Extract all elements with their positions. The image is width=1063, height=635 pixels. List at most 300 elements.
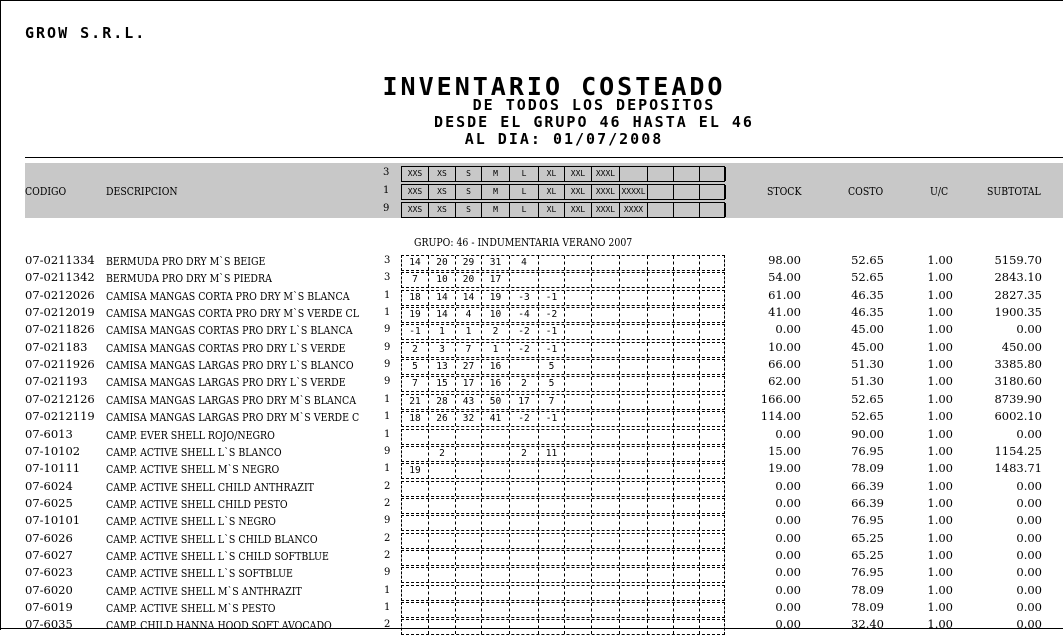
row-description: CAMISA MANGAS LARGAS PRO DRY M`S BLANCA <box>106 392 357 407</box>
row-quantity-cell <box>565 377 592 391</box>
row-quantity-cell <box>565 551 592 565</box>
row-quantity-grid <box>401 602 725 618</box>
row-quantity-cell <box>592 325 620 339</box>
row-uc: 1.00 <box>927 357 953 372</box>
row-quantity-cell <box>456 534 482 548</box>
row-quantity-cell <box>565 620 592 634</box>
row-quantity-cell <box>429 499 456 513</box>
row-cost: 46.35 <box>851 305 884 320</box>
row-quantity-cell <box>456 603 482 617</box>
row-quantity-cell <box>648 499 674 513</box>
row-uc: 1.00 <box>927 530 953 545</box>
row-subtotal: 0.00 <box>1016 565 1042 580</box>
row-quantity-cell <box>700 291 725 305</box>
row-quantity-cell <box>700 360 725 374</box>
row-quantity-cell <box>592 516 620 530</box>
row-description: BERMUDA PRO DRY M`S BEIGE <box>106 254 266 268</box>
row-code: 07-6024 <box>25 478 73 493</box>
row-cost: 51.30 <box>851 357 884 372</box>
size-header-cell <box>620 167 648 181</box>
row-quantity-cell <box>592 308 620 322</box>
col-header-codigo: CODIGO <box>25 185 67 198</box>
row-quantity-cell <box>620 534 648 548</box>
row-quantity-cell <box>620 586 648 600</box>
row-description: CAMP. ACTIVE SHELL L`S CHILD SOFTBLUE <box>106 548 329 563</box>
row-quantity-cell <box>592 551 620 565</box>
row-quantity-cell <box>402 430 429 444</box>
row-quantity-grid <box>401 498 725 514</box>
row-quantity-cell <box>620 516 648 530</box>
size-header-cell <box>700 167 726 181</box>
row-quantity-cell <box>539 273 565 287</box>
row-quantity-cell <box>674 395 700 409</box>
row-quantity-cell <box>539 464 565 478</box>
size-header-cell: L <box>510 203 539 217</box>
size-header-cell: M <box>482 203 510 217</box>
row-quantity-cell <box>539 551 565 565</box>
size-header-cell: XXXL <box>592 185 620 199</box>
row-uc: 1.00 <box>927 339 953 354</box>
row-quantity-cell <box>648 551 674 565</box>
row-stock: 41.00 <box>768 305 801 320</box>
row-quantity-cell <box>565 499 592 513</box>
row-quantity-cell <box>510 620 539 634</box>
row-cost: 32.40 <box>851 617 884 632</box>
row-subtotal: 1483.71 <box>994 461 1042 476</box>
row-quantity-cell: 26 <box>429 412 456 426</box>
row-quantity-cell <box>510 534 539 548</box>
row-quantity-cell: 17 <box>456 377 482 391</box>
row-quantity-cell: 19 <box>402 464 429 478</box>
row-quantity-cell <box>592 620 620 634</box>
row-stock: 66.00 <box>768 357 801 372</box>
row-quantity-cell <box>510 273 539 287</box>
row-quantity-cell <box>674 603 700 617</box>
row-quantity-cell <box>674 377 700 391</box>
row-quantity-cell <box>456 620 482 634</box>
row-uc: 1.00 <box>927 426 953 441</box>
row-cost: 76.95 <box>851 443 884 458</box>
row-uc: 1.00 <box>927 495 953 510</box>
row-stock: 98.00 <box>768 253 801 267</box>
row-quantity-cell: 31 <box>482 256 510 270</box>
row-quantity-grid <box>401 567 725 583</box>
row-subtotal: 3180.60 <box>994 374 1042 389</box>
size-header-cell: XXL <box>565 185 592 199</box>
row-subtotal: 0.00 <box>1016 495 1042 510</box>
row-quantity-cell <box>700 430 725 444</box>
row-quantity-cell <box>700 308 725 322</box>
row-quantity-cell <box>648 516 674 530</box>
row-quantity-cell <box>648 343 674 357</box>
row-quantity-cell <box>700 377 725 391</box>
row-quantity-cell: 17 <box>510 395 539 409</box>
row-quantity-cell <box>700 343 725 357</box>
row-quantity-cell: -1 <box>539 291 565 305</box>
row-code: 07-10111 <box>25 461 81 476</box>
row-quantity-cell: 21 <box>402 395 429 409</box>
row-quantity-cell <box>539 430 565 444</box>
row-cost: 46.35 <box>851 287 884 302</box>
row-quantity-cell <box>648 430 674 444</box>
row-quantity-cell <box>700 395 725 409</box>
row-size-prefix: 1 <box>384 463 391 475</box>
row-quantity-cell <box>510 482 539 496</box>
row-code: 07-6023 <box>25 565 73 580</box>
row-quantity-cell <box>402 551 429 565</box>
row-subtotal: 2827.35 <box>994 287 1042 302</box>
row-subtotal: 5159.70 <box>994 253 1042 267</box>
row-quantity-cell: 7 <box>539 395 565 409</box>
row-quantity-grid <box>401 342 725 358</box>
row-quantity-cell <box>674 551 700 565</box>
row-quantity-cell <box>482 447 510 461</box>
row-quantity-cell <box>565 586 592 600</box>
row-size-prefix: 9 <box>384 445 391 457</box>
row-subtotal: 0.00 <box>1016 547 1042 562</box>
row-quantity-cell <box>510 499 539 513</box>
row-code: 07-6013 <box>25 426 73 441</box>
size-header-cell: XL <box>539 167 565 181</box>
row-quantity-cell: 14 <box>402 256 429 270</box>
row-quantity-cell <box>482 586 510 600</box>
row-size-prefix: 1 <box>384 411 391 423</box>
row-quantity-cell <box>620 430 648 444</box>
row-description: CAMISA MANGAS CORTA PRO DRY M`S BLANCA <box>106 288 350 303</box>
row-quantity-cell <box>565 256 592 270</box>
row-stock: 0.00 <box>775 322 801 337</box>
row-quantity-cell: 27 <box>456 360 482 374</box>
row-quantity-cell <box>429 620 456 634</box>
row-description: CAMP. ACTIVE SHELL M`S ANTHRAZIT <box>106 583 302 598</box>
row-cost: 45.00 <box>851 322 884 337</box>
size-header-cell: XXL <box>565 203 592 217</box>
row-quantity-cell <box>482 551 510 565</box>
row-quantity-cell <box>674 586 700 600</box>
row-quantity-cell <box>429 464 456 478</box>
row-stock: 0.00 <box>775 513 801 528</box>
row-cost: 65.25 <box>851 547 884 562</box>
row-code: 07-021193 <box>25 374 88 389</box>
row-quantity-cell <box>620 568 648 582</box>
row-quantity-cell <box>648 395 674 409</box>
row-uc: 1.00 <box>927 600 953 614</box>
row-description: CAMISA MANGAS LARGAS PRO DRY L`S VERDE <box>106 375 346 390</box>
row-description: CAMP. ACTIVE SHELL M`S PESTO <box>106 601 276 615</box>
row-quantity-cell <box>482 516 510 530</box>
row-quantity-cell <box>482 568 510 582</box>
row-cost: 76.95 <box>851 513 884 528</box>
row-quantity-cell <box>456 499 482 513</box>
row-description: CAMISA MANGAS CORTAS PRO DRY L`S VERDE <box>106 340 346 355</box>
size-header-cell <box>648 203 674 217</box>
row-subtotal: 0.00 <box>1016 530 1042 545</box>
row-quantity-cell <box>456 430 482 444</box>
row-quantity-cell <box>592 412 620 426</box>
row-size-prefix: 3 <box>384 272 391 284</box>
row-size-prefix: 2 <box>384 549 391 561</box>
row-code: 07-6020 <box>25 582 73 597</box>
row-cost: 52.65 <box>851 391 884 406</box>
row-quantity-cell: 3 <box>429 343 456 357</box>
row-description: CAMP. EVER SHELL ROJO/NEGRO <box>106 427 275 442</box>
row-quantity-cell <box>402 620 429 634</box>
row-quantity-cell: 5 <box>539 377 565 391</box>
row-quantity-cell <box>620 395 648 409</box>
row-quantity-cell: 50 <box>482 395 510 409</box>
row-description: CAMISA MANGAS LARGAS PRO DRY M`S VERDE C <box>106 410 360 425</box>
row-quantity-cell <box>482 464 510 478</box>
row-uc: 1.00 <box>927 547 953 562</box>
row-quantity-cell: -2 <box>539 308 565 322</box>
col-header-subtotal: SUBTOTAL <box>987 185 1041 198</box>
row-quantity-grid <box>401 376 725 392</box>
row-subtotal: 0.00 <box>1016 513 1042 528</box>
row-quantity-cell: 7 <box>402 377 429 391</box>
row-quantity-cell <box>620 360 648 374</box>
row-uc: 1.00 <box>927 253 953 267</box>
row-quantity-cell <box>700 273 725 287</box>
row-quantity-cell <box>429 482 456 496</box>
row-quantity-cell <box>674 464 700 478</box>
row-quantity-cell: -2 <box>510 412 539 426</box>
row-code: 07-0211334 <box>25 253 95 267</box>
row-quantity-cell <box>674 256 700 270</box>
row-quantity-cell <box>592 586 620 600</box>
row-quantity-cell <box>592 377 620 391</box>
row-quantity-cell: 28 <box>429 395 456 409</box>
row-quantity-grid <box>401 515 725 531</box>
row-quantity-cell <box>539 534 565 548</box>
row-quantity-cell <box>592 360 620 374</box>
row-quantity-cell: 18 <box>402 412 429 426</box>
row-subtotal: 2843.10 <box>994 270 1042 285</box>
row-uc: 1.00 <box>927 513 953 528</box>
size-header-cell <box>674 167 700 181</box>
row-quantity-cell <box>700 534 725 548</box>
row-code: 07-0211926 <box>25 357 95 372</box>
row-quantity-cell <box>565 447 592 461</box>
row-code: 07-6019 <box>25 600 73 614</box>
row-quantity-cell <box>592 447 620 461</box>
row-cost: 78.09 <box>851 582 884 597</box>
row-quantity-cell: 4 <box>510 256 539 270</box>
row-quantity-cell <box>565 308 592 322</box>
row-quantity-grid <box>401 550 725 566</box>
row-cost: 66.39 <box>851 495 884 510</box>
row-size-prefix: 9 <box>384 515 391 527</box>
row-quantity-cell <box>648 360 674 374</box>
row-size-prefix: 2 <box>384 619 391 631</box>
row-stock: 0.00 <box>775 530 801 545</box>
row-quantity-grid <box>401 272 725 288</box>
row-cost: 90.00 <box>851 426 884 441</box>
size-header-cell: S <box>456 203 482 217</box>
row-quantity-cell <box>620 447 648 461</box>
row-quantity-cell <box>539 256 565 270</box>
row-code: 07-10101 <box>25 513 81 528</box>
size-row-prefix: 9 <box>383 203 390 214</box>
row-quantity-cell <box>565 325 592 339</box>
row-code: 07-021183 <box>25 339 88 354</box>
row-quantity-cell: -1 <box>402 325 429 339</box>
row-size-prefix: 9 <box>384 567 391 579</box>
row-description: CAMISA MANGAS CORTAS PRO DRY L`S BLANCA <box>106 323 353 338</box>
row-quantity-cell <box>482 499 510 513</box>
row-subtotal: 0.00 <box>1016 582 1042 597</box>
row-quantity-cell <box>674 620 700 634</box>
row-subtotal: 0.00 <box>1016 478 1042 493</box>
row-uc: 1.00 <box>927 287 953 302</box>
row-description: CAMP. ACTIVE SHELL L`S CHILD BLANCO <box>106 531 318 546</box>
row-quantity-cell <box>456 482 482 496</box>
row-code: 07-6025 <box>25 495 73 510</box>
row-stock: 0.00 <box>775 600 801 614</box>
row-quantity-cell: -1 <box>539 343 565 357</box>
row-quantity-cell <box>456 586 482 600</box>
size-header-cell <box>648 167 674 181</box>
row-quantity-cell <box>620 273 648 287</box>
row-quantity-cell: 14 <box>429 308 456 322</box>
row-quantity-cell: 11 <box>539 447 565 461</box>
row-quantity-cell <box>592 343 620 357</box>
row-quantity-cell: -1 <box>539 412 565 426</box>
row-stock: 62.00 <box>768 374 801 389</box>
row-description: CAMP. ACTIVE SHELL CHILD PESTO <box>106 496 288 511</box>
size-header-cell: XXS <box>402 203 429 217</box>
row-quantity-cell <box>402 482 429 496</box>
row-quantity-grid <box>401 307 725 323</box>
row-quantity-cell: 18 <box>402 291 429 305</box>
row-uc: 1.00 <box>927 270 953 285</box>
row-quantity-cell <box>592 464 620 478</box>
row-quantity-cell <box>674 482 700 496</box>
row-uc: 1.00 <box>927 391 953 406</box>
size-header-row <box>401 202 725 218</box>
row-description: CAMISA MANGAS CORTA PRO DRY M`S VERDE CL <box>106 306 359 321</box>
row-quantity-cell <box>648 447 674 461</box>
row-cost: 65.25 <box>851 530 884 545</box>
row-quantity-cell <box>648 308 674 322</box>
row-code: 07-6027 <box>25 547 73 562</box>
row-subtotal: 1900.35 <box>994 305 1042 320</box>
row-quantity-cell <box>592 499 620 513</box>
row-quantity-cell <box>620 551 648 565</box>
row-stock: 0.00 <box>775 426 801 441</box>
row-subtotal: 1154.25 <box>994 443 1042 458</box>
row-quantity-cell <box>482 534 510 548</box>
row-quantity-grid <box>401 585 725 601</box>
row-cost: 51.30 <box>851 374 884 389</box>
size-header-cell: M <box>482 185 510 199</box>
col-header-stock: STOCK <box>767 185 802 198</box>
row-quantity-cell <box>648 256 674 270</box>
size-header-cell <box>674 185 700 199</box>
row-quantity-cell <box>592 568 620 582</box>
row-quantity-cell <box>539 482 565 496</box>
row-quantity-cell <box>402 499 429 513</box>
row-description: CAMP. ACTIVE SHELL L`S NEGRO <box>106 514 276 529</box>
row-cost: 66.39 <box>851 478 884 493</box>
row-subtotal: 0.00 <box>1016 322 1042 337</box>
size-header-cell: XXS <box>402 185 429 199</box>
row-quantity-cell <box>592 482 620 496</box>
size-header-cell <box>674 203 700 217</box>
size-header-grid <box>401 166 725 218</box>
row-size-prefix: 1 <box>384 289 391 301</box>
row-quantity-cell <box>429 603 456 617</box>
row-quantity-cell <box>648 377 674 391</box>
row-quantity-grid <box>401 324 725 340</box>
row-quantity-cell: -2 <box>510 325 539 339</box>
row-stock: 54.00 <box>768 270 801 285</box>
row-cost: 52.65 <box>851 270 884 285</box>
row-quantity-cell <box>539 568 565 582</box>
row-quantity-cell <box>592 273 620 287</box>
row-quantity-cell <box>456 464 482 478</box>
row-quantity-cell: -2 <box>510 343 539 357</box>
row-subtotal: 0.00 <box>1016 426 1042 441</box>
row-quantity-cell <box>674 412 700 426</box>
row-quantity-cell <box>429 586 456 600</box>
row-quantity-cell: 17 <box>482 273 510 287</box>
row-quantity-cell: 5 <box>539 360 565 374</box>
row-quantity-cell <box>565 534 592 548</box>
size-header-cell: XS <box>429 203 456 217</box>
row-quantity-cell <box>565 516 592 530</box>
row-quantity-cell <box>620 291 648 305</box>
row-code: 07-6035 <box>25 617 73 632</box>
size-header-cell: M <box>482 167 510 181</box>
row-quantity-cell <box>674 568 700 582</box>
row-uc: 1.00 <box>927 409 953 424</box>
row-quantity-cell <box>620 482 648 496</box>
row-description: CAMP. ACTIVE SHELL L`S BLANCO <box>106 444 282 459</box>
row-size-prefix: 2 <box>384 532 391 544</box>
row-quantity-cell: 10 <box>429 273 456 287</box>
report-date: AL DIA: 01/07/2008 <box>464 130 664 148</box>
row-quantity-cell <box>565 395 592 409</box>
row-quantity-cell <box>565 273 592 287</box>
row-quantity-cell <box>620 308 648 322</box>
row-cost: 78.09 <box>851 600 884 614</box>
row-uc: 1.00 <box>927 322 953 337</box>
row-quantity-cell <box>700 256 725 270</box>
row-uc: 1.00 <box>927 565 953 580</box>
row-cost: 78.09 <box>851 461 884 476</box>
row-description: CAMISA MANGAS LARGAS PRO DRY L`S BLANCO <box>106 358 354 373</box>
row-stock: 0.00 <box>775 547 801 562</box>
col-header-uc: U/C <box>930 185 949 198</box>
row-quantity-cell: 20 <box>456 273 482 287</box>
col-header-descripcion: DESCRIPCION <box>106 185 178 198</box>
row-quantity-cell: 15 <box>429 377 456 391</box>
row-quantity-cell: 1 <box>429 325 456 339</box>
size-header-cell: XL <box>539 203 565 217</box>
row-quantity-cell <box>592 603 620 617</box>
row-quantity-grid <box>401 619 725 635</box>
row-quantity-cell <box>482 603 510 617</box>
row-quantity-cell: 2 <box>510 447 539 461</box>
row-quantity-cell <box>429 430 456 444</box>
row-quantity-cell <box>565 412 592 426</box>
size-header-cell <box>648 185 674 199</box>
row-quantity-cell: 13 <box>429 360 456 374</box>
report-subtitle-depositos: DE TODOS LOS DEPOSITOS <box>472 96 716 114</box>
row-cost: 76.95 <box>851 565 884 580</box>
row-size-prefix: 1 <box>384 307 391 319</box>
row-quantity-cell <box>429 568 456 582</box>
